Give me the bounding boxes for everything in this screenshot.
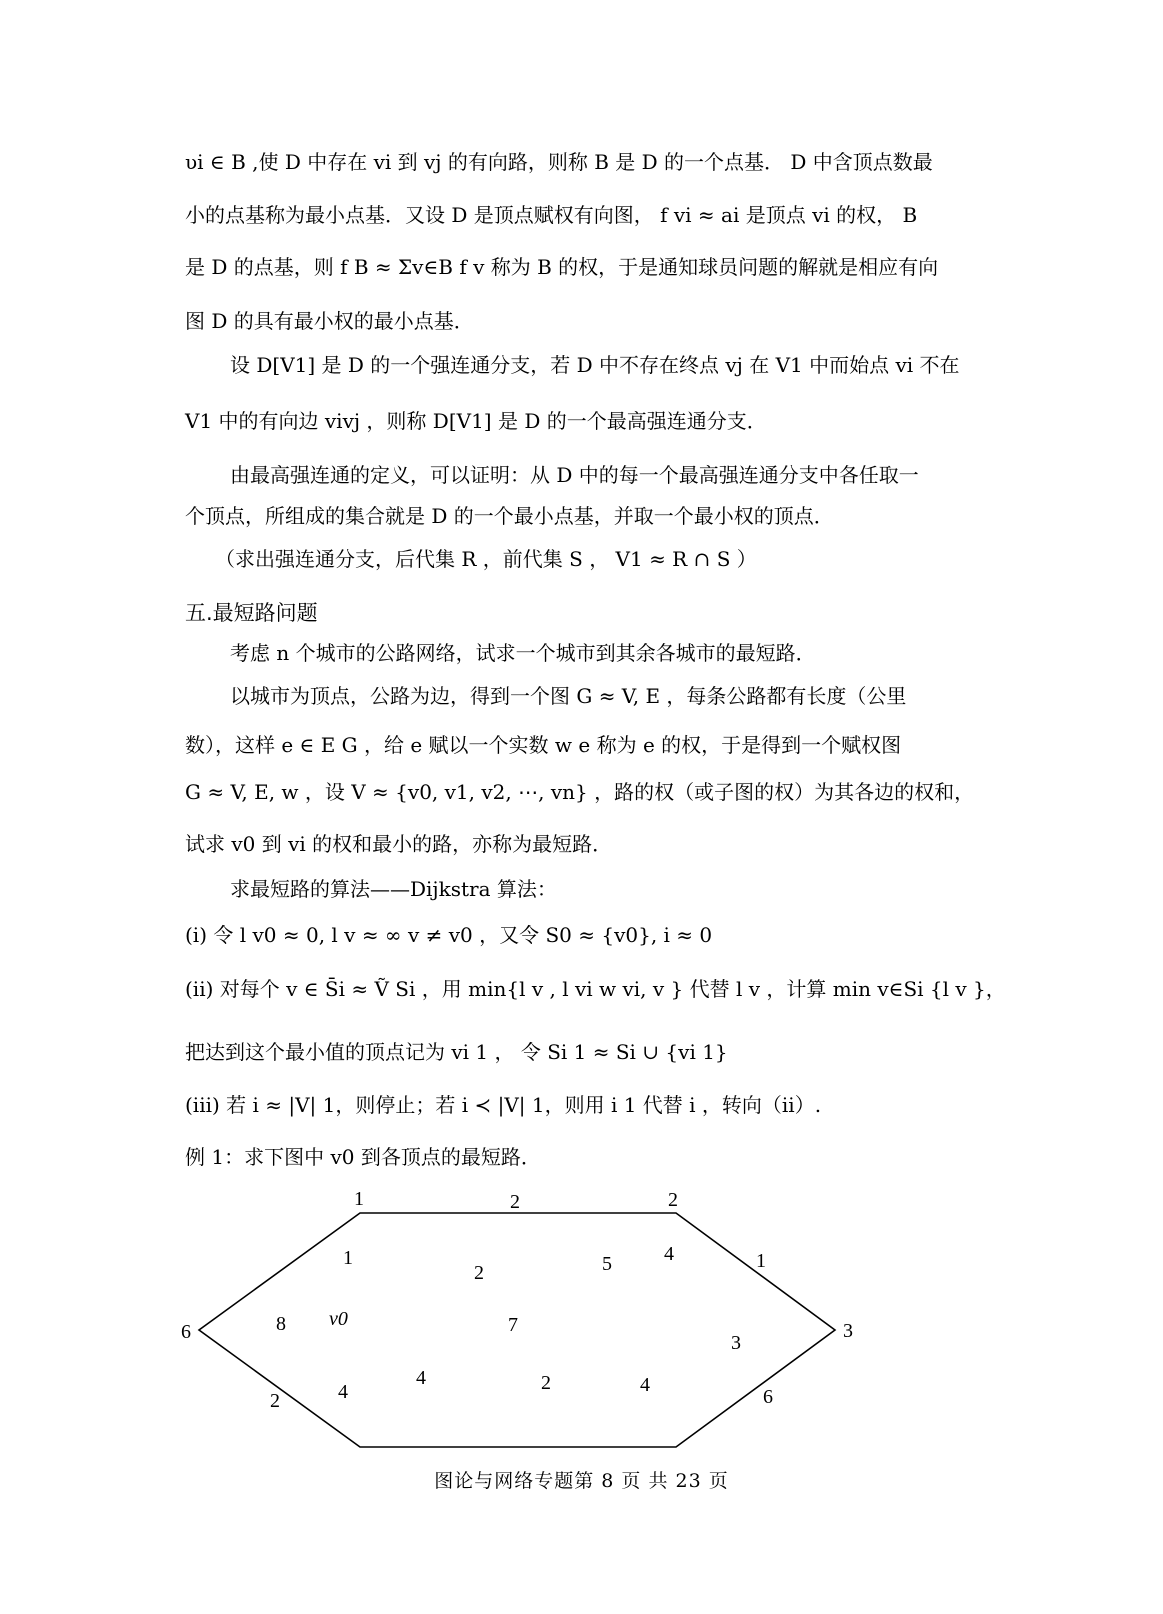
text-line-18-content: 把达到这个最小值的顶点记为 vi 1 ， 令 Si 1 ≈ Si ∪ {vi 1} bbox=[185, 1040, 728, 1064]
inner-weight: 4 bbox=[338, 1381, 348, 1403]
vertex-label-right: 3 bbox=[843, 1320, 853, 1342]
text-line-15-content: 求最短路的算法——Dijkstra 算法： bbox=[230, 877, 557, 901]
vertex-label-v0: v0 bbox=[329, 1308, 348, 1330]
edge-weight-left: 8 bbox=[276, 1313, 286, 1335]
text-line-13-content: G ≈ V, E, w ，设 V ≈ {v0, v1, v2, ⋯, vn} ，路的权（或子图的权）为其各边的权和， bbox=[185, 780, 975, 804]
text-line-5-content: 设 D[V1] 是 D 的一个强连通分支，若 D 中不存在终点 vj 在 V1 中而始点 vi 不在 bbox=[230, 353, 960, 377]
inner-weight: 4 bbox=[640, 1374, 650, 1396]
inner-weight: 4 bbox=[416, 1367, 426, 1389]
text-line-16-content: (i) 令 l v0 ≈ 0, l v ≈ ∞ v ≠ v0 ，又令 S0 ≈ {v0}, i ≈ 0 bbox=[185, 923, 713, 947]
text-line-8-content: 个顶点，所组成的集合就是 D 的一个最小点基，并取一个最小权的顶点． bbox=[185, 504, 834, 528]
text-line-19-content: (iii) 若 i ≈ |V| 1，则停止；若 i ≺ |V| 1，则用 i 1 代替 i ，转向（ii）. bbox=[185, 1093, 822, 1117]
edge-weight-upper-right: 1 bbox=[756, 1250, 766, 1272]
inner-weight: 2 bbox=[541, 1372, 551, 1394]
edge-weight-lower-right: 6 bbox=[763, 1386, 773, 1408]
text-line-10-content: 考虑 n 个城市的公路网络，试求一个城市到其余各城市的最短路． bbox=[230, 641, 816, 665]
text-line-7-content: 由最高强连通的定义，可以证明：从 D 中的每一个最高强连通分支中各任取一 bbox=[230, 463, 919, 487]
inner-weight: 2 bbox=[474, 1262, 484, 1284]
text-line-9-content: （求出强连通分支，后代集 R ，前代集 S ， V1 ≈ R ∩ S ） bbox=[215, 547, 757, 571]
text-line-12-content: 数），这样 e ∈ E G ，给 e 赋以一个实数 w e 称为 e 的权，于是得到一个赋权图 bbox=[185, 733, 902, 757]
text-line-17-content: (ii) 对每个 v ∈ S̄i ≈ Ṽ Si ，用 min{l v , l vi w vi, v } 代替 l v ，计算 min v∈Si {l v }， bbox=[185, 977, 1006, 1001]
text-line-20-content: 例 1：求下图中 v0 到各顶点的最短路． bbox=[185, 1145, 541, 1169]
section-heading-text: 五.最短路问题 bbox=[185, 601, 318, 625]
vertex-label-top-right: 2 bbox=[668, 1189, 678, 1211]
edge-weight-top: 2 bbox=[510, 1191, 520, 1213]
page-footer bbox=[0, 1466, 1163, 1493]
vertex-label-left: 6 bbox=[181, 1321, 191, 1343]
text-line-11-content: 以城市为顶点，公路为边，得到一个图 G ≈ V, E ，每条公路都有长度（公里 bbox=[230, 684, 907, 708]
text-line-1-content: υi ∈ B ,使 D 中存在 vi 到 vj 的有向路，则称 B 是 D 的一个点基． D 中含顶点数最 bbox=[185, 150, 933, 174]
page-footer-text: 图论与网络专题第 8 页 共 23 页 bbox=[434, 1470, 729, 1492]
text-line-6-content: V1 中的有向边 vivj ，则称 D[V1] 是 D 的一个最高强连通分支． bbox=[185, 409, 767, 433]
inner-weight: 5 bbox=[602, 1253, 612, 1275]
text-line-4-content: 图 D 的具有最小权的最小点基． bbox=[185, 309, 474, 333]
inner-weight: 3 bbox=[731, 1332, 741, 1354]
inner-weight: 7 bbox=[508, 1314, 518, 1336]
text-line-2-content: 小的点基称为最小点基．又设 D 是顶点赋权有向图， f vi ≈ ai 是顶点 vi 的权， B bbox=[185, 203, 918, 227]
text-line-14-content: 试求 v0 到 vi 的权和最小的路，亦称为最短路． bbox=[185, 832, 613, 856]
inner-weight: 1 bbox=[343, 1247, 353, 1269]
inner-weight: 4 bbox=[664, 1243, 674, 1265]
edge-weight-lower-left: 2 bbox=[270, 1390, 280, 1412]
vertex-label-top-left: 1 bbox=[354, 1188, 364, 1210]
text-line-3-content: 是 D 的点基，则 f B ≈ Σv∈B f v 称为 B 的权，于是通知球员问题的解就是相应有向 bbox=[185, 255, 939, 279]
